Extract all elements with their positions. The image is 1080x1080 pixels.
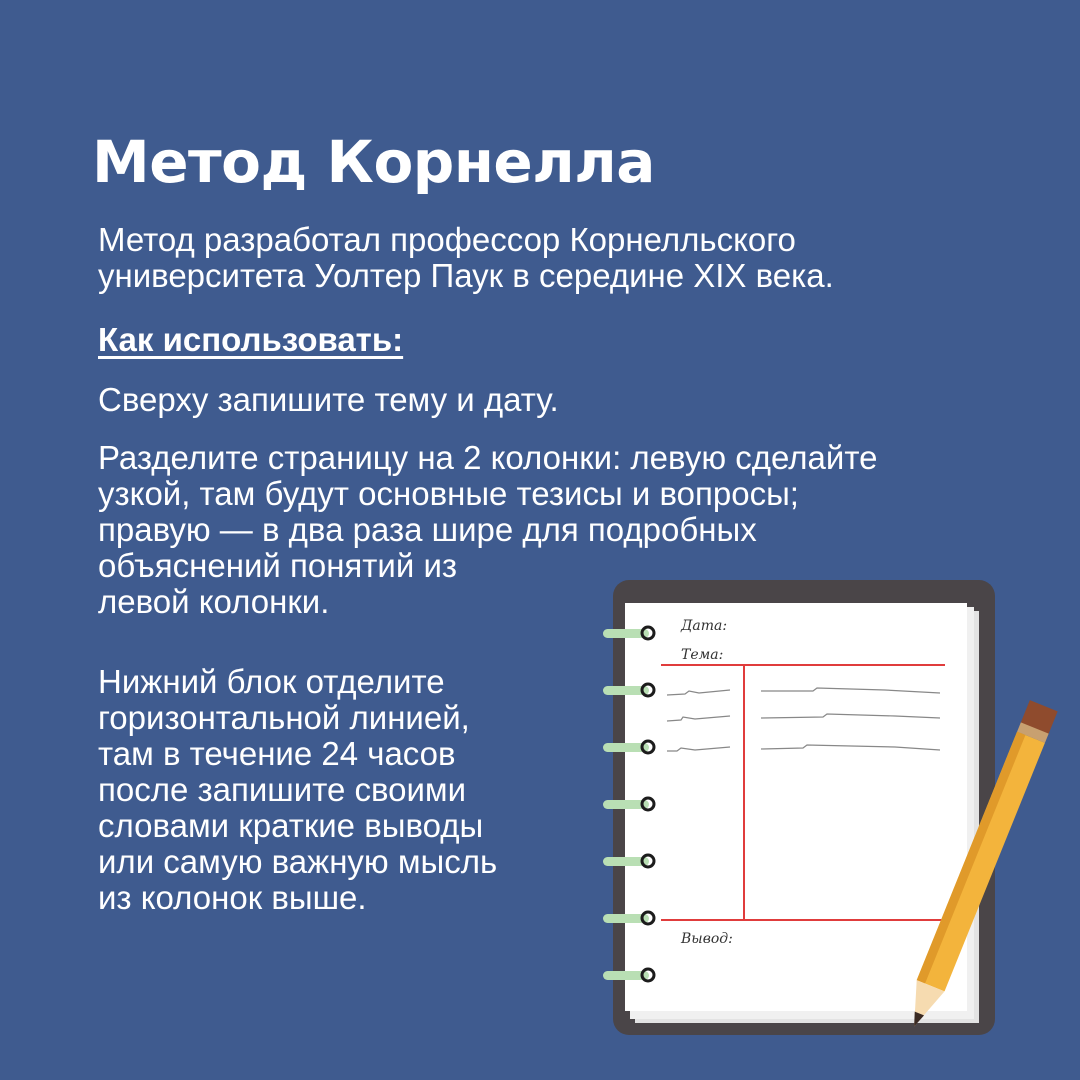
step-2-line: объяснений понятий из bbox=[98, 547, 458, 584]
step-3-line: после запишите своими bbox=[98, 771, 467, 808]
intro-paragraph bbox=[98, 222, 998, 294]
step-1-text: Сверху запишите тему и дату. bbox=[98, 381, 559, 418]
step-2-line: узкой, там будут основные тезисы и вопросы; bbox=[98, 475, 799, 512]
step-2-line: Разделите страницу на 2 колонки: левую сделайте bbox=[98, 439, 878, 476]
summary-label: Вывод: bbox=[681, 931, 733, 947]
step-3-line: там в течение 24 часов bbox=[98, 735, 456, 772]
step-3-paragraph bbox=[98, 664, 578, 916]
topic-label: Тема: bbox=[681, 647, 724, 663]
step-3-line: или самую важную мысль bbox=[98, 843, 498, 880]
step-2-line: левой колонки. bbox=[98, 583, 330, 620]
date-label: Дата: bbox=[681, 618, 728, 634]
step-2-line: правую — в два раза шире для подробных bbox=[98, 511, 757, 548]
intro-line: университета Уолтер Паук в середине XIX века. bbox=[98, 257, 834, 294]
step-3-line: из колонок выше. bbox=[98, 879, 367, 916]
step-3-line: Нижний блок отделите bbox=[98, 663, 445, 700]
howto-heading: Как использовать: bbox=[98, 321, 404, 358]
page-title: Метод Корнелла bbox=[92, 128, 655, 196]
cornell-notebook-illustration bbox=[595, 575, 1065, 1045]
step-3-line: горизонтальной линией, bbox=[98, 699, 470, 736]
step-3-line: словами краткие выводы bbox=[98, 807, 484, 844]
intro-line: Метод разработал профессор Корнелльского bbox=[98, 221, 796, 258]
